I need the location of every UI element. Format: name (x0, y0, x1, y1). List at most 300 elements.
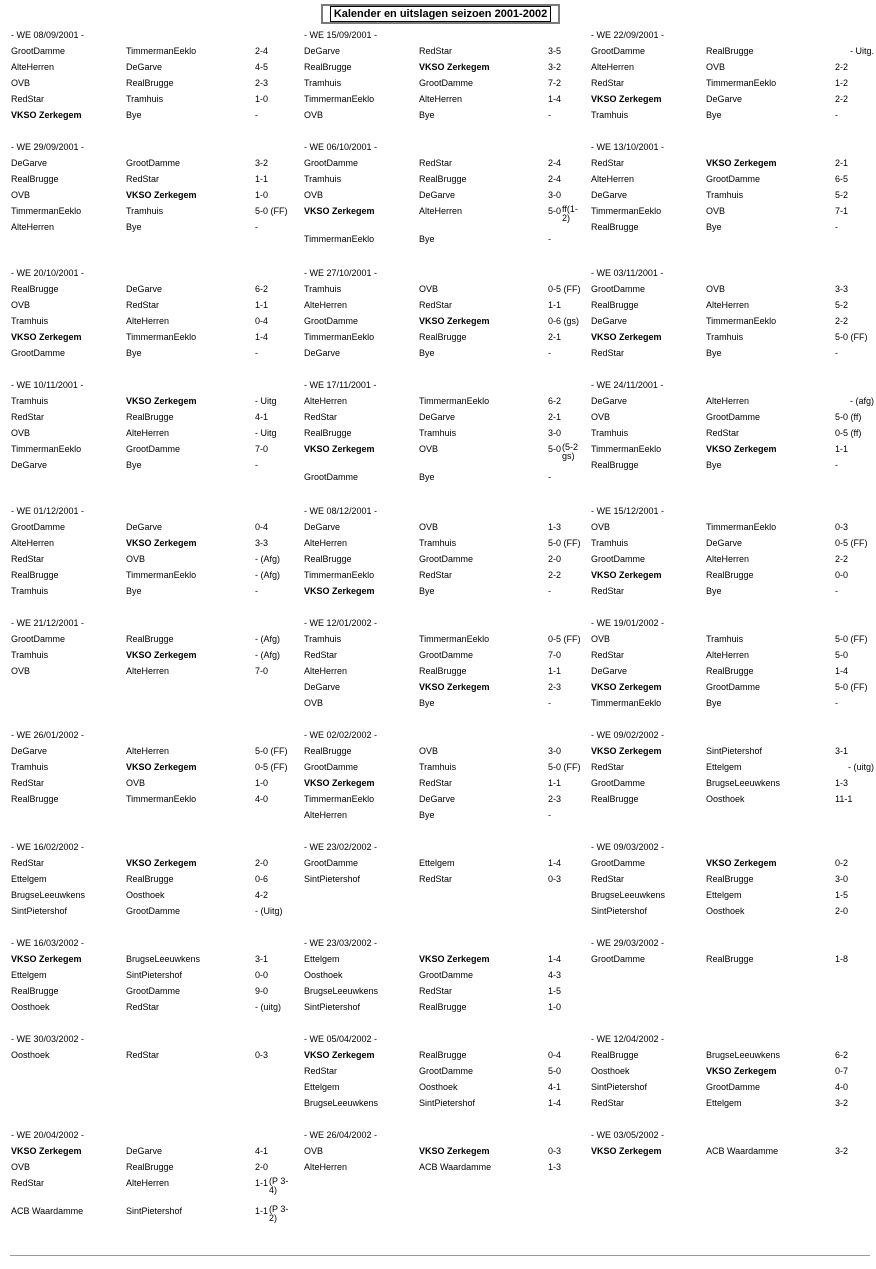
match-row (11, 519, 294, 535)
match-score (835, 647, 848, 663)
home-team: RedStar (591, 762, 625, 772)
score-value: 4-1 (548, 1082, 562, 1092)
away-team: AlteHerren (706, 554, 750, 564)
match-score (835, 695, 838, 711)
away-team: AlteHerren (126, 666, 170, 676)
away-team: OVB (126, 554, 146, 564)
home-team: RealBrugge (304, 554, 352, 564)
match-row (11, 441, 294, 457)
score-value: 0-3 (835, 522, 849, 532)
matchday-block (11, 1031, 294, 1063)
matchday-block (591, 503, 874, 599)
away-team: Bye (126, 222, 142, 232)
home-team: GrootDamme (11, 522, 66, 532)
match-row (591, 647, 874, 663)
match-row (11, 983, 294, 999)
home-team: RedStar (591, 158, 625, 168)
away-team: GrootDamme (419, 554, 474, 564)
home-team: SintPietershof (591, 906, 648, 916)
match-score (255, 583, 258, 599)
away-team: DeGarve (126, 284, 163, 294)
score-value: 5-0 (FF) (835, 682, 868, 692)
match-score (835, 1079, 848, 1095)
home-team: Tramhuis (304, 174, 342, 184)
match-row (304, 409, 587, 425)
match-score (255, 887, 268, 903)
match-row (304, 807, 587, 823)
away-team: Bye (419, 698, 435, 708)
score-value: 6-2 (835, 1050, 849, 1060)
away-team: Ettelgem (706, 890, 742, 900)
page-title-box (321, 4, 560, 24)
match-score (548, 519, 561, 535)
matchday-date: - WE 24/11/2001 - (591, 380, 664, 390)
match-score (548, 759, 581, 775)
score-value: 3-0 (548, 428, 562, 438)
score-value: 4-5 (255, 62, 269, 72)
match-row (304, 775, 587, 791)
score-value: 3-2 (835, 1098, 849, 1108)
score-value: 2-0 (548, 554, 562, 564)
matchday-block (304, 1031, 587, 1111)
matchday-date: - WE 29/03/2002 - (591, 938, 665, 948)
score-value: 0-0 (255, 970, 269, 980)
away-team: Bye (706, 698, 722, 708)
matchday-block (11, 377, 294, 473)
score-value: 2-3 (548, 794, 562, 804)
matchday-block (591, 727, 874, 807)
away-team: AlteHerren (419, 94, 463, 104)
match-score (548, 1143, 561, 1159)
match-score (850, 393, 874, 409)
match-score (548, 409, 561, 425)
away-team: Bye (126, 348, 142, 358)
home-team: TimmermanEeklo (304, 570, 375, 580)
away-team: GrootDamme (706, 1082, 761, 1092)
match-row (304, 393, 587, 409)
away-team: RedStar (419, 570, 453, 580)
match-score (255, 329, 268, 345)
score-value: - (255, 110, 258, 120)
score-value: 3-2 (255, 158, 269, 168)
match-row (11, 535, 294, 551)
away-team: RealBrugge (126, 874, 174, 884)
home-team: RedStar (11, 858, 45, 868)
match-score (835, 631, 868, 647)
matchday-date: - WE 15/12/2001 - (591, 506, 665, 516)
score-value: - (548, 110, 551, 120)
match-row (304, 155, 587, 171)
match-score (255, 631, 280, 647)
score-value: - (835, 110, 838, 120)
away-team: AlteHerren (706, 396, 750, 406)
home-team: RealBrugge (11, 794, 59, 804)
score-value: 2-2 (835, 316, 849, 326)
score-value: 2-0 (255, 1162, 269, 1172)
away-team: RedStar (706, 428, 740, 438)
match-row (304, 425, 587, 441)
match-row (591, 409, 874, 425)
away-team: TimmermanEeklo (706, 316, 777, 326)
home-team: RedStar (591, 650, 625, 660)
away-team: Bye (419, 472, 435, 482)
match-score (255, 535, 268, 551)
match-score (835, 155, 848, 171)
score-value: 5-0 (FF) (548, 762, 581, 772)
home-team: TimmermanEeklo (304, 234, 375, 244)
match-row (591, 457, 874, 473)
home-team: VKSO Zerkegem (591, 332, 662, 342)
matchday-block (304, 615, 587, 711)
match-row (11, 647, 294, 663)
home-team: GrootDamme (11, 634, 66, 644)
score-value: - (548, 348, 551, 358)
home-team: TimmermanEeklo (591, 698, 662, 708)
home-team: Tramhuis (304, 284, 342, 294)
home-team: Tramhuis (591, 110, 629, 120)
match-score (835, 329, 868, 345)
home-team: RealBrugge (591, 460, 639, 470)
matchday-block (11, 839, 294, 919)
match-row (304, 231, 587, 247)
match-row (304, 1079, 587, 1095)
score-value: 7-0 (255, 444, 269, 454)
matchday-block (11, 1127, 294, 1231)
home-team: GrootDamme (11, 46, 66, 56)
home-team: SintPietershof (11, 906, 68, 916)
matchday-date: - WE 06/10/2001 - (304, 142, 378, 152)
away-team: Oosthoek (706, 906, 745, 916)
home-team: RealBrugge (11, 986, 59, 996)
away-team: Tramhuis (419, 762, 457, 772)
home-team: GrootDamme (591, 554, 646, 564)
match-row (591, 425, 874, 441)
match-row (591, 43, 874, 59)
match-row (304, 743, 587, 759)
matchday-block (591, 1031, 874, 1111)
matchday-block (304, 727, 587, 823)
score-value: - Uitg (255, 396, 277, 406)
matchday-date: - WE 08/12/2001 - (304, 506, 378, 516)
away-team: OVB (419, 522, 439, 532)
match-row (11, 187, 294, 203)
home-team: BrugseLeeuwkens (11, 890, 86, 900)
match-row (11, 551, 294, 567)
match-score (255, 663, 268, 679)
home-team: Ettelgem (11, 874, 47, 884)
match-row (11, 775, 294, 791)
score-value: - (548, 234, 551, 244)
match-score (835, 297, 848, 313)
match-score (548, 743, 561, 759)
home-team: OVB (304, 190, 324, 200)
match-score (255, 91, 268, 107)
score-value: 3-3 (835, 284, 849, 294)
matchday-block (591, 839, 874, 919)
match-score (548, 535, 581, 551)
away-team: VKSO Zerkegem (706, 1066, 777, 1076)
matchday-block (304, 839, 587, 887)
away-team: TimmermanEeklo (126, 332, 197, 342)
match-row (304, 441, 587, 469)
away-team: TimmermanEeklo (419, 396, 490, 406)
away-team: TimmermanEeklo (706, 78, 777, 88)
score-value: 2-0 (255, 858, 269, 868)
match-score (548, 583, 551, 599)
match-score (255, 999, 281, 1015)
match-score (548, 91, 561, 107)
score-value: 5-0 (FF) (835, 634, 868, 644)
away-team: OVB (706, 206, 726, 216)
match-score (255, 567, 280, 583)
score-value: 2-4 (548, 174, 562, 184)
matchday-date: - WE 17/11/2001 - (304, 380, 377, 390)
match-score (835, 441, 848, 457)
score-value: 1-1 (548, 778, 562, 788)
matchday-date: - WE 13/10/2001 - (591, 142, 665, 152)
match-row (11, 743, 294, 759)
match-row (591, 775, 874, 791)
score-value: 6-2 (548, 396, 562, 406)
match-score (548, 187, 561, 203)
away-team: Bye (419, 110, 435, 120)
matchday-block (591, 935, 874, 967)
home-team: AlteHerren (304, 810, 348, 820)
away-team: VKSO Zerkegem (126, 650, 197, 660)
home-team: GrootDamme (591, 46, 646, 56)
home-team: GrootDamme (304, 762, 359, 772)
match-row (591, 743, 874, 759)
away-team: Ettelgem (419, 858, 455, 868)
matchday-date: - WE 09/02/2002 - (591, 730, 665, 740)
match-score (835, 887, 848, 903)
match-row (11, 91, 294, 107)
match-row (304, 281, 587, 297)
score-value: 1-5 (548, 986, 562, 996)
match-row (11, 59, 294, 75)
away-team: TimmermanEeklo (126, 46, 197, 56)
match-score (255, 967, 268, 983)
score-value: 0-0 (835, 570, 849, 580)
home-team: DeGarve (304, 348, 341, 358)
score-note: (5-2 gs) (562, 442, 579, 461)
home-team: ACB Waardamme (11, 1206, 84, 1216)
away-team: RedStar (126, 300, 160, 310)
away-team: RedStar (419, 46, 453, 56)
home-team: Ettelgem (304, 1082, 340, 1092)
match-row (11, 75, 294, 91)
score-value: 0-2 (835, 858, 849, 868)
score-value: 4-0 (255, 794, 269, 804)
score-value: - (548, 586, 551, 596)
match-score (548, 775, 561, 791)
away-team: Oosthoek (706, 794, 745, 804)
match-score (255, 457, 258, 473)
home-team: OVB (591, 634, 611, 644)
match-row (11, 631, 294, 647)
home-team: GrootDamme (304, 316, 359, 326)
match-score (835, 59, 848, 75)
home-team: Oosthoek (304, 970, 343, 980)
home-team: AlteHerren (11, 538, 55, 548)
home-team: OVB (304, 110, 324, 120)
away-team: OVB (706, 62, 726, 72)
match-score (548, 551, 561, 567)
home-team: GrootDamme (304, 158, 359, 168)
away-team: SintPietershof (126, 1206, 183, 1216)
score-value: 7-1 (835, 206, 849, 216)
match-score (548, 297, 561, 313)
match-score (255, 1143, 268, 1159)
away-team: Tramhuis (126, 206, 164, 216)
away-team: GrootDamme (126, 906, 181, 916)
match-row (304, 107, 587, 123)
match-row (11, 43, 294, 59)
score-note: ff(1-2) (562, 204, 578, 223)
away-team: SintPietershof (419, 1098, 476, 1108)
match-score (255, 551, 280, 567)
match-score (255, 297, 268, 313)
away-team: RedStar (126, 1002, 160, 1012)
away-team: RealBrugge (419, 1002, 467, 1012)
match-row (304, 313, 587, 329)
match-row (591, 1047, 874, 1063)
home-team: RedStar (304, 412, 338, 422)
match-score (835, 1143, 848, 1159)
away-team: RedStar (419, 300, 453, 310)
away-team: VKSO Zerkegem (126, 762, 197, 772)
match-row (304, 535, 587, 551)
score-value: 2-1 (548, 412, 562, 422)
away-team: VKSO Zerkegem (126, 190, 197, 200)
score-value: 0-5 (FF) (548, 284, 581, 294)
score-value: 1-1 (548, 300, 562, 310)
matchday-date: - WE 30/03/2002 - (11, 1034, 85, 1044)
match-row (304, 967, 587, 983)
match-score (255, 43, 268, 59)
match-row (304, 871, 587, 887)
home-team: Tramhuis (11, 396, 49, 406)
match-score (255, 647, 280, 663)
matchday-date: - WE 03/11/2001 - (591, 268, 664, 278)
away-team: RealBrugge (126, 1162, 174, 1172)
score-value: 2-2 (835, 94, 849, 104)
home-team: TimmermanEeklo (591, 444, 662, 454)
match-row (591, 631, 874, 647)
matchday-block (11, 265, 294, 361)
away-team: OVB (419, 746, 439, 756)
score-value: 0-7 (835, 1066, 849, 1076)
score-value: - (835, 348, 838, 358)
matchday-block (304, 139, 587, 247)
away-team: Ettelgem (706, 762, 742, 772)
match-score (548, 1047, 561, 1063)
match-row (11, 791, 294, 807)
match-row (304, 631, 587, 647)
away-team: VKSO Zerkegem (419, 682, 490, 692)
match-row (11, 171, 294, 187)
match-score (835, 519, 848, 535)
home-team: VKSO Zerkegem (304, 444, 375, 454)
home-team: RealBrugge (304, 62, 352, 72)
home-team: RedStar (11, 94, 45, 104)
match-row (11, 1047, 294, 1063)
home-team: OVB (11, 78, 31, 88)
score-value: 4-3 (548, 970, 562, 980)
away-team: ACB Waardamme (706, 1146, 779, 1156)
home-team: GrootDamme (591, 954, 646, 964)
away-team: VKSO Zerkegem (419, 62, 490, 72)
home-team: GrootDamme (304, 472, 359, 482)
home-team: RealBrugge (591, 794, 639, 804)
match-row (304, 951, 587, 967)
match-score (835, 743, 848, 759)
away-team: VKSO Zerkegem (126, 538, 197, 548)
match-score (255, 983, 268, 999)
score-value: 1-5 (835, 890, 849, 900)
home-team: TimmermanEeklo (304, 794, 375, 804)
away-team: VKSO Zerkegem (706, 158, 777, 168)
match-row (591, 567, 874, 583)
away-team: RealBrugge (126, 412, 174, 422)
match-row (304, 695, 587, 711)
matchday-date: - WE 20/10/2001 - (11, 268, 85, 278)
match-row (11, 281, 294, 297)
home-team: AlteHerren (591, 174, 635, 184)
score-value: - (255, 460, 258, 470)
match-score (255, 1175, 291, 1193)
home-team: DeGarve (11, 746, 48, 756)
match-score (835, 345, 838, 361)
score-value: 1-1 (255, 1178, 269, 1188)
match-row (304, 983, 587, 999)
away-team: OVB (419, 284, 439, 294)
match-score (835, 219, 838, 235)
match-score (548, 807, 551, 823)
away-team: RealBrugge (706, 570, 754, 580)
away-team: SintPietershof (126, 970, 183, 980)
score-value: 5-0 (548, 1066, 562, 1076)
score-value: 1-0 (255, 94, 269, 104)
matchday-block (304, 503, 587, 599)
match-row (11, 663, 294, 679)
away-team: BrugseLeeuwkens (706, 1050, 781, 1060)
match-score (255, 219, 258, 235)
score-value: 1-1 (255, 174, 269, 184)
match-score (255, 187, 268, 203)
match-row (11, 425, 294, 441)
score-value: 1-3 (548, 522, 562, 532)
home-team: VKSO Zerkegem (591, 682, 662, 692)
score-value: 5-2 (835, 190, 849, 200)
match-row (304, 999, 587, 1015)
match-score (548, 393, 561, 409)
score-value: - (255, 586, 258, 596)
away-team: Tramhuis (706, 634, 744, 644)
match-score (548, 695, 551, 711)
match-row (304, 855, 587, 871)
match-row (11, 457, 294, 473)
matchday-block (591, 615, 874, 711)
home-team: RedStar (591, 586, 625, 596)
score-value: 0-5 (ff) (835, 428, 862, 438)
match-score (835, 425, 861, 441)
score-value: - (Afg) (255, 650, 281, 660)
score-value: 0-3 (548, 874, 562, 884)
away-team: Bye (419, 348, 435, 358)
matchday-date: - WE 26/04/2002 - (304, 1130, 378, 1140)
match-row (304, 171, 587, 187)
